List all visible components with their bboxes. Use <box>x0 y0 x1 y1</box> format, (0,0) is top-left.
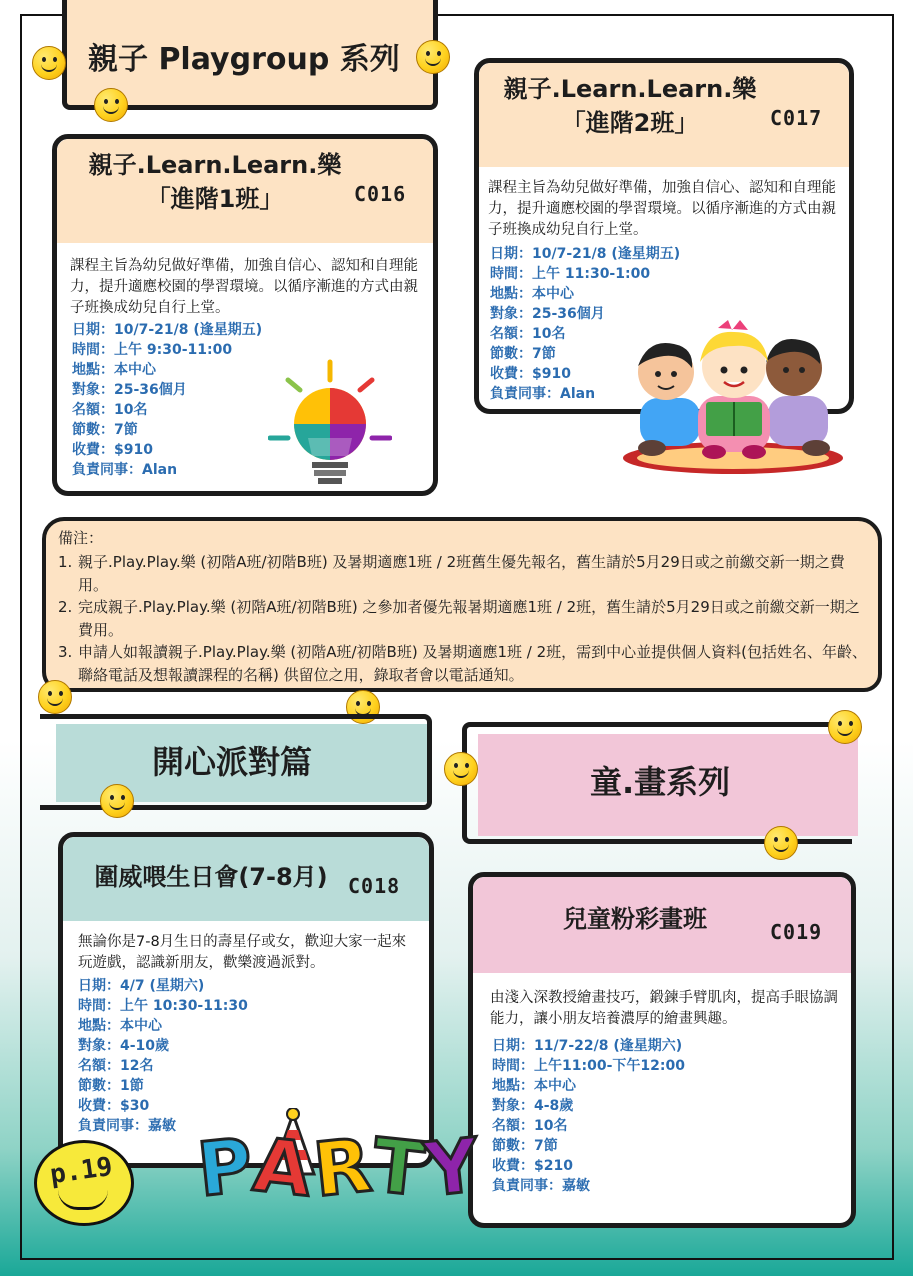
info-venue: 地點：本中心 <box>490 286 574 302</box>
party-word <box>193 1122 485 1214</box>
info-quota: 名額：10名 <box>72 402 148 418</box>
info-quota: 名額：12名 <box>78 1058 154 1074</box>
info-sessions: 節數：7節 <box>72 422 138 438</box>
notes-item: 2. 完成親子.Play.Play.樂 (初階A班/初階B班) 之參加者優先報暑期適應1班 / 2班，舊生請於5月29日或之前繳交新一期之費用。 <box>58 596 873 641</box>
course-subtitle: 「進階1班」 <box>146 185 284 213</box>
party-letter: P <box>193 1122 259 1214</box>
smiley-icon <box>32 46 66 80</box>
smiley-icon <box>94 88 128 122</box>
smiley-icon <box>764 826 798 860</box>
party-section-title: 開心派對篇 <box>152 743 313 781</box>
course-description: 由淺入深教授繪畫技巧，鍛鍊手臂肌肉，提高手眼協調能力，讓小朋友培養濃厚的繪畫興趣。 <box>490 990 838 1027</box>
party-letter: R <box>309 1122 377 1214</box>
party-word-text <box>193 1122 485 1214</box>
info-time: 時間：上午 11:30-1:00 <box>490 266 651 282</box>
notes-item: 3. 申請人如報讀親子.Play.Play.樂 (初階A班/初階B班) 及暑期適應1班 / 2班，需到中心並提供個人資料(包括姓名、年齡、聯絡電話及想報讀課程的名稱) 供留位之用，錄取者會以電話通知。 <box>58 641 873 686</box>
smiley-icon <box>444 752 478 786</box>
info-fee: 收費：$910 <box>490 366 571 382</box>
children-reading-illustration <box>618 310 848 476</box>
course-code: C019 <box>770 920 823 944</box>
course-info-list <box>72 320 262 480</box>
info-target: 對象：25-36個月 <box>490 306 605 322</box>
course-code: C018 <box>348 874 401 898</box>
smiley-icon <box>38 680 72 714</box>
party-letter: T <box>368 1122 430 1214</box>
info-target: 對象：4-8歲 <box>492 1098 574 1114</box>
info-venue: 地點：本中心 <box>72 362 156 378</box>
info-quota: 名額：10名 <box>492 1118 568 1134</box>
notes-item-text: 親子.Play.Play.樂 (初階A班/初階B班) 及暑期適應1班 / 2班舊生優先報名，舊生請於5月29日或之前繳交新一期之費用。 <box>78 553 845 594</box>
info-target: 對象：25-36個月 <box>72 382 187 398</box>
info-time: 時間：上午 10:30-11:30 <box>78 998 248 1014</box>
info-staff: 負責同事：Alan <box>490 386 596 402</box>
info-venue: 地點：本中心 <box>78 1018 162 1034</box>
course-info-list <box>78 976 248 1136</box>
notes-item: 1. 親子.Play.Play.樂 (初階A班/初階B班) 及暑期適應1班 / 2班舊生優先報名，舊生請於5月29日或之前繳交新一期之費用。 <box>58 551 873 596</box>
info-fee: 收費：$30 <box>78 1098 150 1114</box>
smiley-icon <box>416 40 450 74</box>
lightbulb-icon <box>268 358 392 492</box>
art-section-title: 童.畫系列 <box>590 763 731 801</box>
course-description: 無論你是7-8月生日的壽星仔或女，歡迎大家一起來玩遊戲，認識新朋友，歡樂渡過派對。 <box>78 934 407 971</box>
smiley-icon <box>100 784 134 818</box>
notes-title: 備注： <box>58 529 104 547</box>
course-title: 親子.Learn.Learn.樂 <box>503 75 757 103</box>
series-heading: 親子 Playgroup 系列 <box>88 42 400 77</box>
info-date: 日期：4/7 (星期六) <box>78 978 205 994</box>
info-date: 日期：11/7-22/8 (逢星期六) <box>492 1038 683 1054</box>
course-code: C017 <box>770 106 823 130</box>
info-sessions: 節數：7節 <box>492 1138 558 1154</box>
info-staff: 負責同事：嘉敏 <box>78 1118 176 1134</box>
info-target: 對象：4-10歲 <box>78 1038 170 1054</box>
page-number: p.19 <box>48 1151 115 1191</box>
info-staff: 負責同事：Alan <box>72 462 178 478</box>
course-description: 課程主旨為幼兒做好準備，加強自信心、認知和自理能力，提升適應校園的學習環境。以循序漸進的方式由親子班換成幼兒自行上堂。 <box>488 180 836 238</box>
info-fee: 收費：$910 <box>72 442 153 458</box>
course-info-list <box>492 1036 685 1196</box>
course-title: 兒童粉彩畫班 <box>563 905 707 933</box>
info-fee: 收費：$210 <box>492 1158 573 1174</box>
info-date: 日期：10/7-21/8 (逢星期五) <box>490 246 681 262</box>
party-letter: Y <box>420 1122 485 1214</box>
info-time: 時間：上午11:00-下午12:00 <box>492 1058 685 1074</box>
notes-list <box>58 551 873 686</box>
course-title: 親子.Learn.Learn.樂 <box>88 151 342 179</box>
info-time: 時間：上午 9:30-11:00 <box>72 342 233 358</box>
info-quota: 名額：10名 <box>490 326 566 342</box>
info-sessions: 節數：1節 <box>78 1078 144 1094</box>
course-description: 課程主旨為幼兒做好準備，加強自信心、認知和自理能力，提升適應校園的學習環境。以循序漸進的方式由親子班換成幼兒自行上堂。 <box>70 258 418 316</box>
course-code: C016 <box>354 182 407 206</box>
course-title: 圍威喂生日會(7-8月) <box>94 863 328 891</box>
party-letter: A <box>249 1122 318 1214</box>
info-sessions: 節數：7節 <box>490 346 556 362</box>
course-subtitle: 「進階2班」 <box>561 109 699 137</box>
smiley-icon <box>828 710 862 744</box>
info-date: 日期：10/7-21/8 (逢星期五) <box>72 322 263 338</box>
notes-item-text: 完成親子.Play.Play.樂 (初階A班/初階B班) 之參加者優先報暑期適應1班 / 2班，舊生請於5月29日或之前繳交新一期之費用。 <box>78 598 860 639</box>
notes-item-text: 申請人如報讀親子.Play.Play.樂 (初階A班/初階B班) 及暑期適應1班 / 2班，需到中心並提供個人資料(包括姓名、年齡、聯絡電話及想報讀課程的名稱) 供留位之用，錄取者會以電話通知。 <box>78 643 867 684</box>
info-staff: 負責同事：嘉敏 <box>492 1178 590 1194</box>
info-venue: 地點：本中心 <box>492 1078 576 1094</box>
